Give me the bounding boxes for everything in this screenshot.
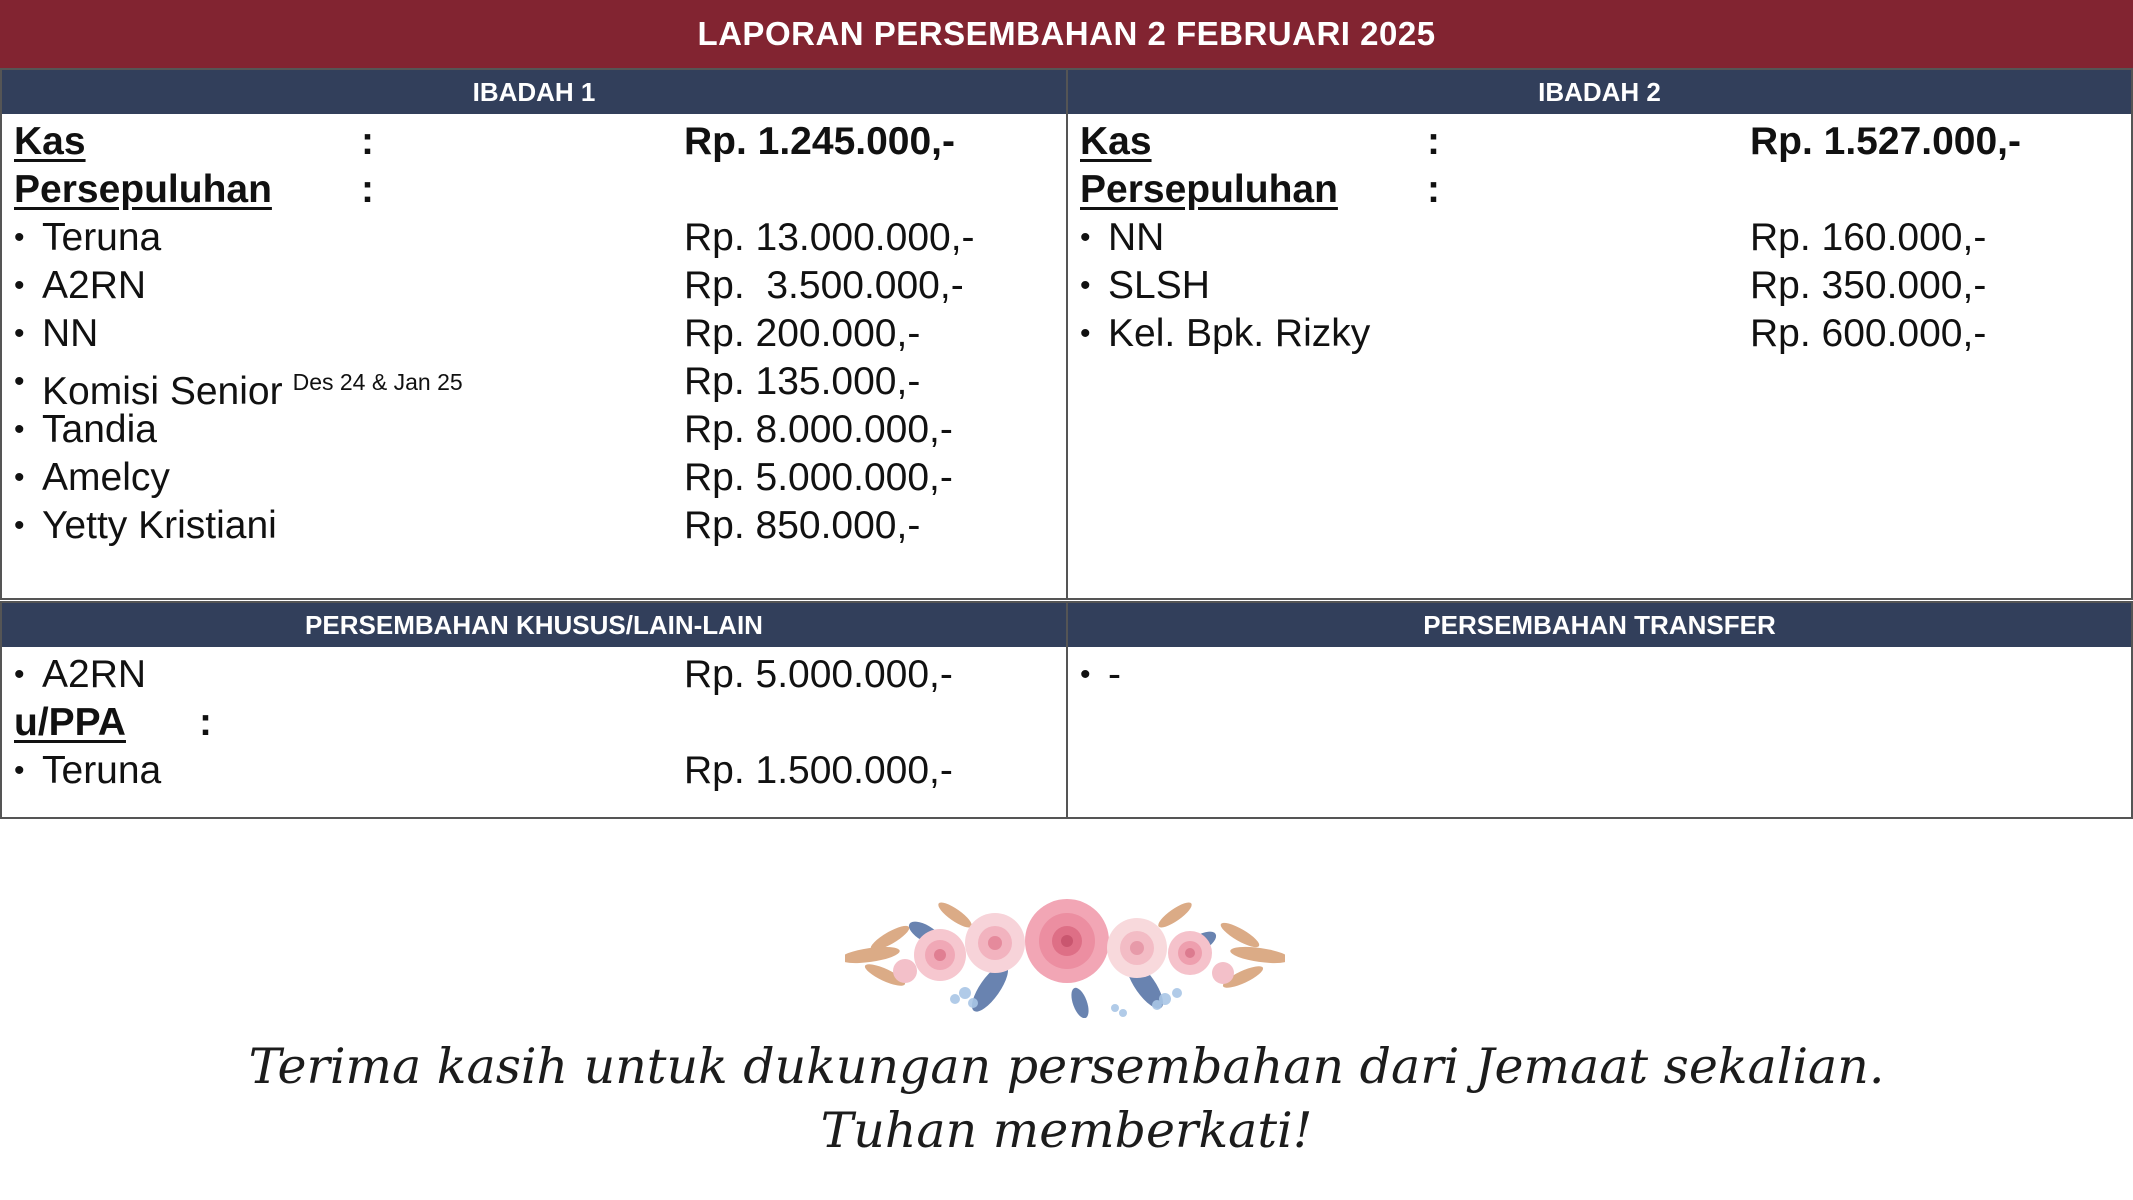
item-name: -: [1108, 653, 1121, 696]
item-name: Tandia: [42, 408, 157, 451]
persepuluhan-row: [14, 166, 1066, 214]
list-item: [1080, 651, 2131, 699]
persepuluhan-row: [1080, 166, 2131, 214]
bullet-icon: •: [1080, 658, 1091, 691]
persepuluhan-label: Persepuluhan: [1080, 168, 1338, 211]
kas-amount: Rp. 1.527.000,-: [1750, 120, 2021, 163]
kas-row: [1080, 118, 2131, 166]
persepuluhan-colon: :: [361, 168, 374, 211]
item-name: NN: [1108, 216, 1165, 259]
ibadah-2-body: [1068, 114, 2131, 358]
transfer-header: PERSEMBAHAN TRANSFER: [1068, 603, 2131, 647]
item-amount: Rp. 13.000.000,-: [684, 216, 975, 259]
item-name: SLSH: [1108, 264, 1210, 307]
khusus-body: [2, 647, 1066, 795]
list-item: [1080, 214, 2131, 262]
ibadah-2-header: IBADAH 2: [1068, 70, 2131, 114]
list-item: [14, 747, 1066, 795]
bullet-icon: •: [14, 754, 25, 787]
item-name: Teruna: [42, 216, 162, 259]
bullet-icon: •: [14, 413, 25, 446]
list-item: [1080, 262, 2131, 310]
bullet-icon: •: [1080, 269, 1091, 302]
ibadah-1-panel: [0, 68, 1068, 600]
list-item: [14, 310, 1066, 358]
kas-amount: Rp. 1.245.000,-: [684, 120, 955, 163]
item-amount: Rp. 135.000,-: [684, 360, 921, 403]
thanks-message: Terima kasih untuk dukungan persembahan dari Jemaat sekalian.: [248, 1038, 1885, 1095]
item-amount: Rp. 3.500.000,-: [684, 264, 964, 307]
transfer-panel: [1066, 601, 2133, 819]
bullet-icon: •: [14, 509, 25, 542]
item-amount: Rp. 5.000.000,-: [684, 456, 953, 499]
item-name: A2RN: [42, 653, 147, 696]
report-title: LAPORAN PERSEMBAHAN 2 FEBRUARI 2025: [0, 0, 2133, 68]
ibadah-1-body: [2, 114, 1066, 550]
item-name: Kel. Bpk. Rizky: [1108, 312, 1371, 355]
item-note: Des 24 & Jan 25: [292, 369, 463, 395]
item-amount: Rp. 1.500.000,-: [684, 749, 953, 792]
ppa-colon: :: [199, 701, 212, 744]
ibadah-1-header: IBADAH 1: [2, 70, 1066, 114]
kas-colon: :: [1427, 120, 1440, 163]
item-amount: Rp. 350.000,-: [1750, 264, 1987, 307]
item-amount: Rp. 600.000,-: [1750, 312, 1987, 355]
item-amount: Rp. 160.000,-: [1750, 216, 1987, 259]
bullet-icon: •: [14, 317, 25, 350]
floral-rose-bouquet-icon: [845, 893, 1285, 1018]
item-amount: Rp. 850.000,-: [684, 504, 921, 547]
kas-label: Kas: [14, 120, 86, 163]
item-amount: Rp. 200.000,-: [684, 312, 921, 355]
ppa-row: [14, 699, 1066, 747]
bullet-icon: •: [14, 658, 25, 691]
list-item: [14, 454, 1066, 502]
bullet-icon: •: [14, 269, 25, 302]
item-name: Komisi Senior: [42, 370, 283, 413]
item-amount: Rp. 5.000.000,-: [684, 653, 953, 696]
list-item: [14, 262, 1066, 310]
persepuluhan-label: Persepuluhan: [14, 168, 272, 211]
persepuluhan-colon: :: [1427, 168, 1440, 211]
bullet-icon: •: [14, 461, 25, 494]
blessing-message: Tuhan memberkati!: [820, 1102, 1313, 1159]
bullet-icon: •: [1080, 221, 1091, 254]
ppa-label: u/PPA: [14, 701, 126, 744]
item-name: Amelcy: [42, 456, 170, 499]
ibadah-2-panel: [1066, 68, 2133, 600]
item-amount: Rp. 8.000.000,-: [684, 408, 953, 451]
list-item: [14, 214, 1066, 262]
list-item: [14, 358, 1066, 413]
transfer-body: [1068, 647, 2131, 699]
list-item: [14, 502, 1066, 550]
list-item: [14, 651, 1066, 699]
list-item: [1080, 310, 2131, 358]
kas-label: Kas: [1080, 120, 1152, 163]
bullet-icon: •: [14, 221, 25, 254]
item-name: Teruna: [42, 749, 162, 792]
bullet-icon: •: [1080, 317, 1091, 350]
khusus-header: PERSEMBAHAN KHUSUS/LAIN-LAIN: [2, 603, 1066, 647]
kas-colon: :: [361, 120, 374, 163]
item-name: Yetty Kristiani: [42, 504, 277, 547]
item-name: NN: [42, 312, 99, 355]
bullet-icon: •: [14, 365, 25, 398]
khusus-panel: [0, 601, 1068, 819]
kas-row: [14, 118, 1066, 166]
list-item: [14, 406, 1066, 454]
item-name: A2RN: [42, 264, 147, 307]
